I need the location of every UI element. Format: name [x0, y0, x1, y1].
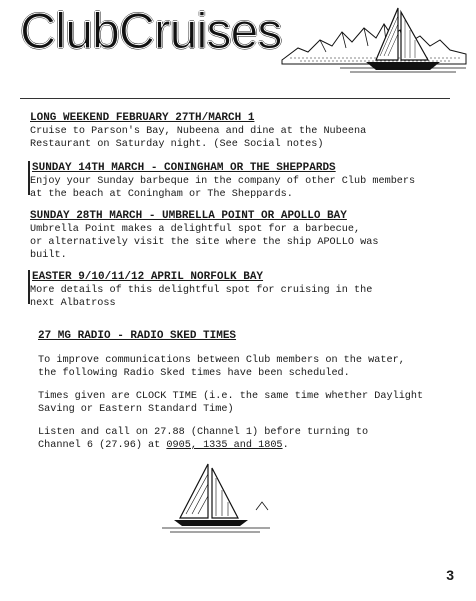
event-text-2a: Enjoy your Sunday barbeque in the company of other Club members: [30, 176, 416, 187]
page-number: 3: [446, 567, 454, 583]
radio-para3-line1: Listen and call on 27.88 (Channel 1) before turning to: [38, 427, 369, 438]
radio-para3-line2: [38, 439, 289, 452]
event-text-3a: Umbrella Point makes a delightful spot for a barbecue,: [30, 224, 361, 235]
radio-para1-line1: To improve communications between Club members on the water,: [38, 355, 405, 366]
event-heading-1: LONG WEEKEND FEBRUARY 27TH/MARCH 1: [30, 112, 255, 124]
event-heading-3: SUNDAY 28TH MARCH - UMBRELLA POINT OR APOLLO BAY: [30, 210, 347, 222]
event-text-4a: More details of this delightful spot for cruising in the: [30, 285, 373, 296]
sailboat-header-illustration: [280, 2, 470, 74]
event-text-3b: or alternatively visit the site where the ship APOLLO was: [30, 237, 379, 248]
radio-sked-times: 0905, 1335 and 1805: [166, 440, 283, 451]
radio-para2-line2: Saving or Eastern Standard Time): [38, 404, 234, 415]
page-title: ClubCruises: [20, 3, 282, 59]
event-text-4b: next Albatross: [30, 298, 116, 309]
radio-para3-suffix: .: [282, 440, 289, 451]
event-text-1b: Restaurant on Saturday night. (See Social notes): [30, 139, 324, 150]
event-text-2b: at the beach at Coningham or The Sheppards.: [30, 189, 293, 200]
header-rule: [20, 98, 450, 99]
radio-heading: 27 MG RADIO - RADIO SKED TIMES: [38, 330, 237, 342]
radio-para2-line1: Times given are CLOCK TIME (i.e. the same time whether Daylight: [38, 391, 424, 402]
radio-para1-line2: the following Radio Sked times have been scheduled.: [38, 368, 350, 379]
event-text-1a: Cruise to Parson's Bay, Nubeena and dine at the Nubeena: [30, 126, 367, 137]
event-text-3c: built.: [30, 250, 67, 261]
event-heading-2: SUNDAY 14TH MARCH - CONINGHAM OR THE SHEPPARDS: [32, 162, 336, 174]
event-heading-4: EASTER 9/10/11/12 APRIL NORFOLK BAY: [32, 271, 264, 283]
sailboat-footer-illustration: [160, 462, 276, 534]
radio-para3-prefix: Channel 6 (27.96) at: [38, 440, 167, 451]
